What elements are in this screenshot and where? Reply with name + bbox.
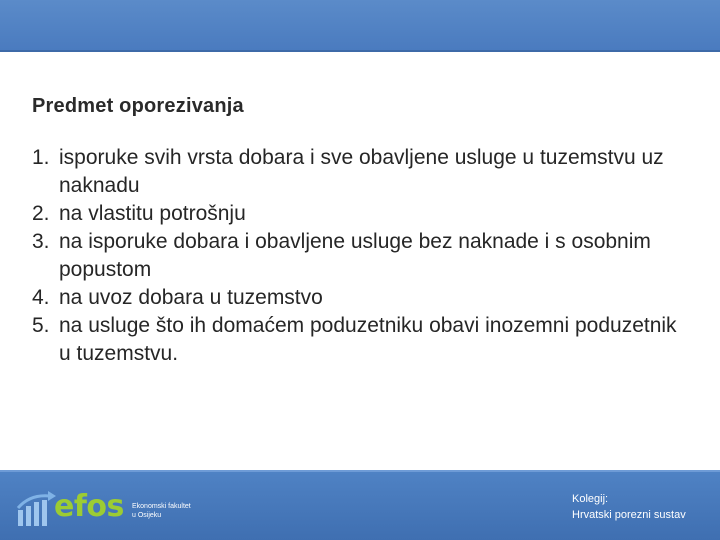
list-item bbox=[32, 200, 682, 228]
course-info bbox=[572, 491, 686, 523]
logo-subtitle bbox=[132, 502, 222, 520]
header-bar bbox=[0, 0, 720, 52]
item-text: isporuke svih vrsta dobara i sve obavljene usluge u tuzemstvu uz naknadu bbox=[59, 146, 664, 197]
item-number: 3. bbox=[32, 230, 50, 253]
course-label: Kolegij: bbox=[572, 493, 609, 505]
slide-content bbox=[32, 95, 682, 368]
list-item bbox=[32, 312, 682, 368]
slide-heading: Predmet oporezivanja bbox=[32, 95, 244, 117]
efos-logo bbox=[14, 488, 191, 528]
item-list bbox=[32, 144, 682, 368]
list-item bbox=[32, 144, 682, 200]
logo-wordmark: efos bbox=[54, 489, 124, 524]
item-number: 5. bbox=[32, 314, 50, 337]
item-number: 1. bbox=[32, 146, 50, 169]
logo-subtitle-line-2: u Osijeku bbox=[132, 512, 162, 519]
list-item bbox=[32, 228, 682, 284]
item-number: 4. bbox=[32, 286, 50, 309]
logo-columns-icon bbox=[14, 488, 58, 528]
course-name: Hrvatski porezni sustav bbox=[572, 509, 686, 521]
item-text: na usluge što ih domaćem poduzetniku obavi inozemni poduzetnik u tuzemstvu. bbox=[59, 314, 677, 365]
item-text: na uvoz dobara u tuzemstvo bbox=[59, 286, 323, 309]
list-item bbox=[32, 284, 682, 312]
logo-subtitle-line-1: Ekonomski fakultet bbox=[132, 503, 191, 510]
item-text: na vlastitu potrošnju bbox=[59, 202, 246, 225]
item-text: na isporuke dobara i obavljene usluge bez naknade i s osobnim popustom bbox=[59, 230, 651, 281]
item-number: 2. bbox=[32, 202, 50, 225]
